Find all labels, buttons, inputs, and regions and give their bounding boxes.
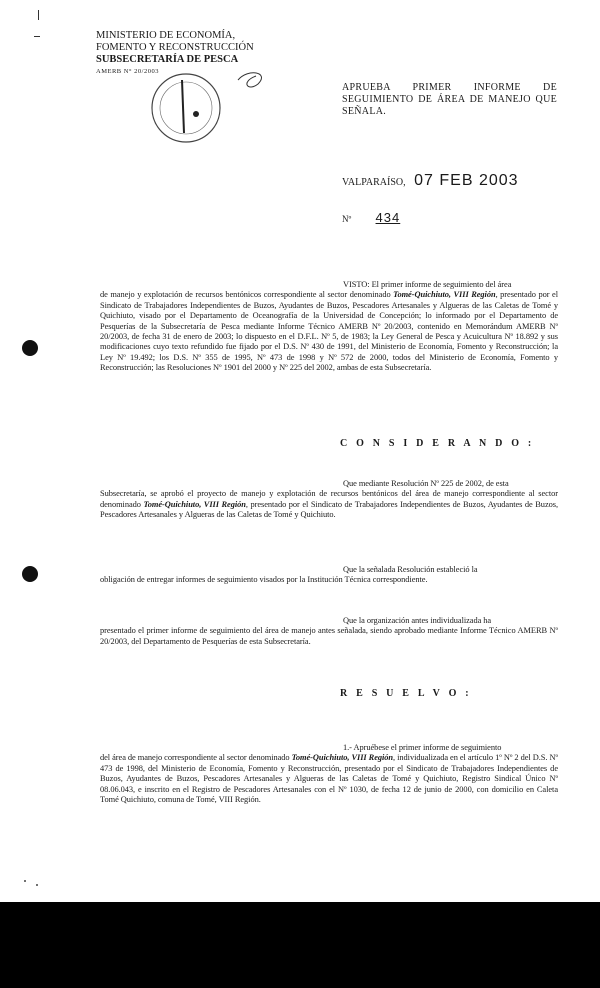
considerando-paragraph-3: Que la organización antes individualizada ha presentado el primer informe de seguimiento del área de manejo antes señalada, siendo aprobado mediante Informe Técnico AMERB Nº 20/2003, del Departamento de Pesquerías de esta Subsecretaría. xyxy=(100,616,558,646)
place: VALPARAÍSO, xyxy=(342,177,406,188)
ministry-line-2: FOMENTO Y RECONSTRUCCIÓN xyxy=(96,42,254,53)
scan-mark xyxy=(34,36,40,37)
visto-paragraph xyxy=(100,280,558,374)
resuelvo-heading: R E S U E L V O : xyxy=(340,688,472,699)
visto-body: de manejo y explotación de recursos bentónicos correspondiente al sector denominado Tomé-Quichiuto, VIII Región, presentado por el Sindicato de Trabajadores Independientes de Buzos, Ayudantes de Buzos, Pescadores Artesanales y Algueras de las Caletas de Tomé y Quichiuto, visado por el Departamento de Oceanografía de la Universidad de Concepción; lo informado por el Departamento de Pesquerías de la Subsecretaría de Pesca mediante Informe Técnico AMERB Nº 20/2003, contenido en Memorándum AMERB Nº 20/2003, de fecha 31 de enero de 2003; lo dispuesto en el D.F.L. Nº 5, de 1983; la Ley General de Pesca y Acuicultura Nº 18.892 y sus modificaciones cuyo texto refundido fue fijado por el D.S. Nº 430 de 1991, del Ministerio de Economía, Fomento y Reconstrucción; la Ley Nº 19.492; los D.S. Nº 355 de 1995, Nº 473 de 1998 y Nº 572 de 2000, todos del Ministerio de Economía, Fomento y Reconstrucción; las Resoluciones Nº 1901 del 2000 y Nº 225 del 2002, ambas de esta Subsecretaría. xyxy=(100,290,558,373)
scan-mark xyxy=(38,10,39,20)
resolution-subject: APRUEBA PRIMER INFORME DE SEGUIMIENTO DE ÁREA DE MANEJO QUE SEÑALA. xyxy=(342,82,557,117)
considerando-paragraph-1: Que mediante Resolución Nº 225 de 2002, de esta Subsecretaría, se aprobó el proyecto de manejo y explotación de recursos bentónicos del área de manejo correspondiente al sector denominado Tomé-Quichiuto, VIII Región, presentado por el Sindicato de Trabajadores Independientes de Buzos, Ayudantes de Buzos, Pescadores Artesanales y Algueras de las Caletas de Tomé y Quichiuto. xyxy=(100,479,558,520)
resolution-number-line xyxy=(342,210,400,225)
subsecretaria-line: SUBSECRETARÍA DE PESCA xyxy=(96,54,239,65)
number-label: Nº xyxy=(342,214,352,224)
resolution-number: 434 xyxy=(375,210,401,225)
scan-speck xyxy=(24,880,26,882)
amerb-code-line: AMERB N° 20/2003 xyxy=(96,68,159,75)
punch-hole xyxy=(22,566,38,582)
resuelvo-paragraph-1: 1.- Apruébese el primer informe de seguimiento del área de manejo correspondiente al sector denominado Tomé-Quichiuto, VIII Región, individualizada en el artículo 1º Nº 2 del D.S. Nº 473 de 1998, del Ministerio de Economía, Fomento y Reconstrucción, presentado por el Sindicato de Trabajadores Independientes de Buzos, Ayudantes de Buzos, Pescadores Artesanales y Algueras de las Caletas de Tomé y Quichiuto, Registro Sindical Único Nº 08.06.043, e inscrito en el Registro de Pescadores Artesanales con el Nº 1030, de fecha 12 de junio de 2000, con domicilio en Caleta Tomé Quichiuto, comuna de Tomé, VIII Región. xyxy=(100,743,559,805)
official-seal-icon xyxy=(98,58,298,148)
stamped-date: 07 FEB 2003 xyxy=(414,172,519,189)
considerando-heading: C O N S I D E R A N D O : xyxy=(340,438,535,449)
considerando-paragraph-2: Que la señalada Resolución estableció la obligación de entregar informes de seguimiento visados por la Institución Técnica correspondiente. xyxy=(100,565,478,585)
ministry-line-1: MINISTERIO DE ECONOMÍA, xyxy=(96,30,236,41)
scan-border xyxy=(0,902,600,988)
punch-hole xyxy=(22,340,38,356)
place-date-line xyxy=(342,172,519,190)
visto-first-line: VISTO: El primer informe de seguimiento del área xyxy=(343,280,512,289)
scan-speck xyxy=(36,884,38,886)
